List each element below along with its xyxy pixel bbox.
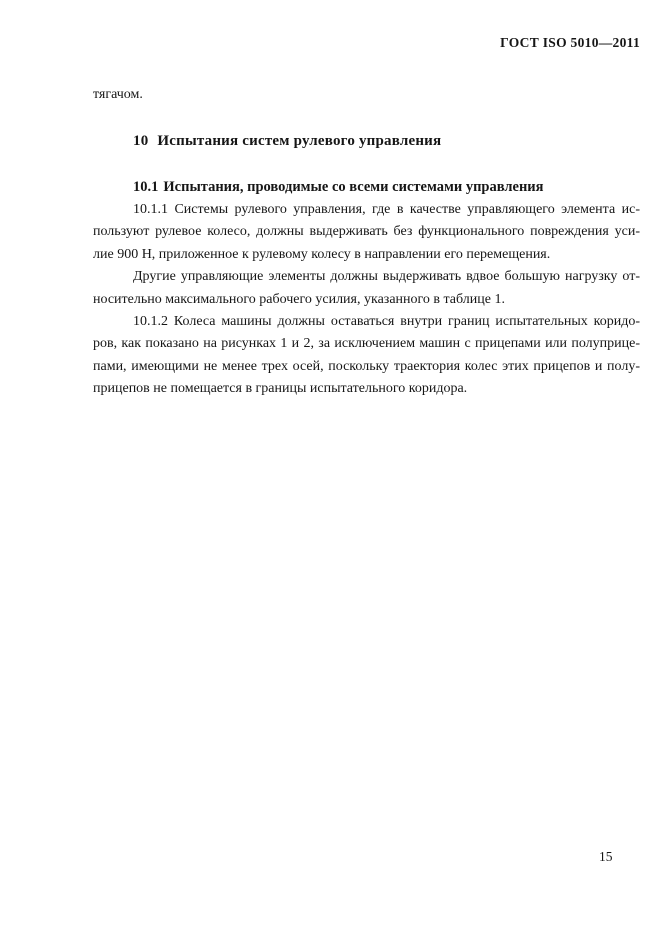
body-text	[93, 199, 640, 401]
subsection-heading	[133, 179, 544, 196]
section-heading	[133, 133, 441, 150]
text-line: Другие управляющие элементы должны выдерживать вдвое большую нагрузку от-	[133, 269, 640, 285]
subsection-number: 10.1	[133, 179, 159, 195]
carryover-text: тягачом.	[93, 87, 143, 102]
section-title: Испытания систем рулевого управления	[157, 133, 442, 149]
text-line: пами, имеющими не менее трех осей, поскольку траектория колес этих прицепов и полу-	[93, 358, 640, 374]
text-line: носительно максимального рабочего усилия, указанного в таблице 1.	[93, 291, 505, 307]
text-line: лие 900 Н, приложенное к рулевому колесу в направлении его перемещения.	[93, 246, 551, 262]
text-line: пользуют рулевое колесо, должны выдерживать без функционального повреждения уси-	[93, 224, 640, 240]
text-line: 10.1.1 Системы рулевого управления, где в качестве управляющего элемента ис-	[133, 202, 640, 217]
subsection-title: Испытания, проводимые со всеми системами управления	[163, 179, 544, 195]
section-number: 10	[133, 133, 149, 149]
text-line: ров, как показано на рисунках 1 и 2, за исключением машин с прицепами или полуприце-	[93, 336, 640, 352]
text-line: прицепов не помещается в границы испытательного коридора.	[93, 381, 468, 397]
text-line: 10.1.2 Колеса машины должны оставаться внутри границ испытательных коридо-	[133, 314, 640, 330]
page-number: 15	[599, 849, 613, 864]
running-header: ГОСТ ISO 5010—2011	[500, 35, 640, 50]
